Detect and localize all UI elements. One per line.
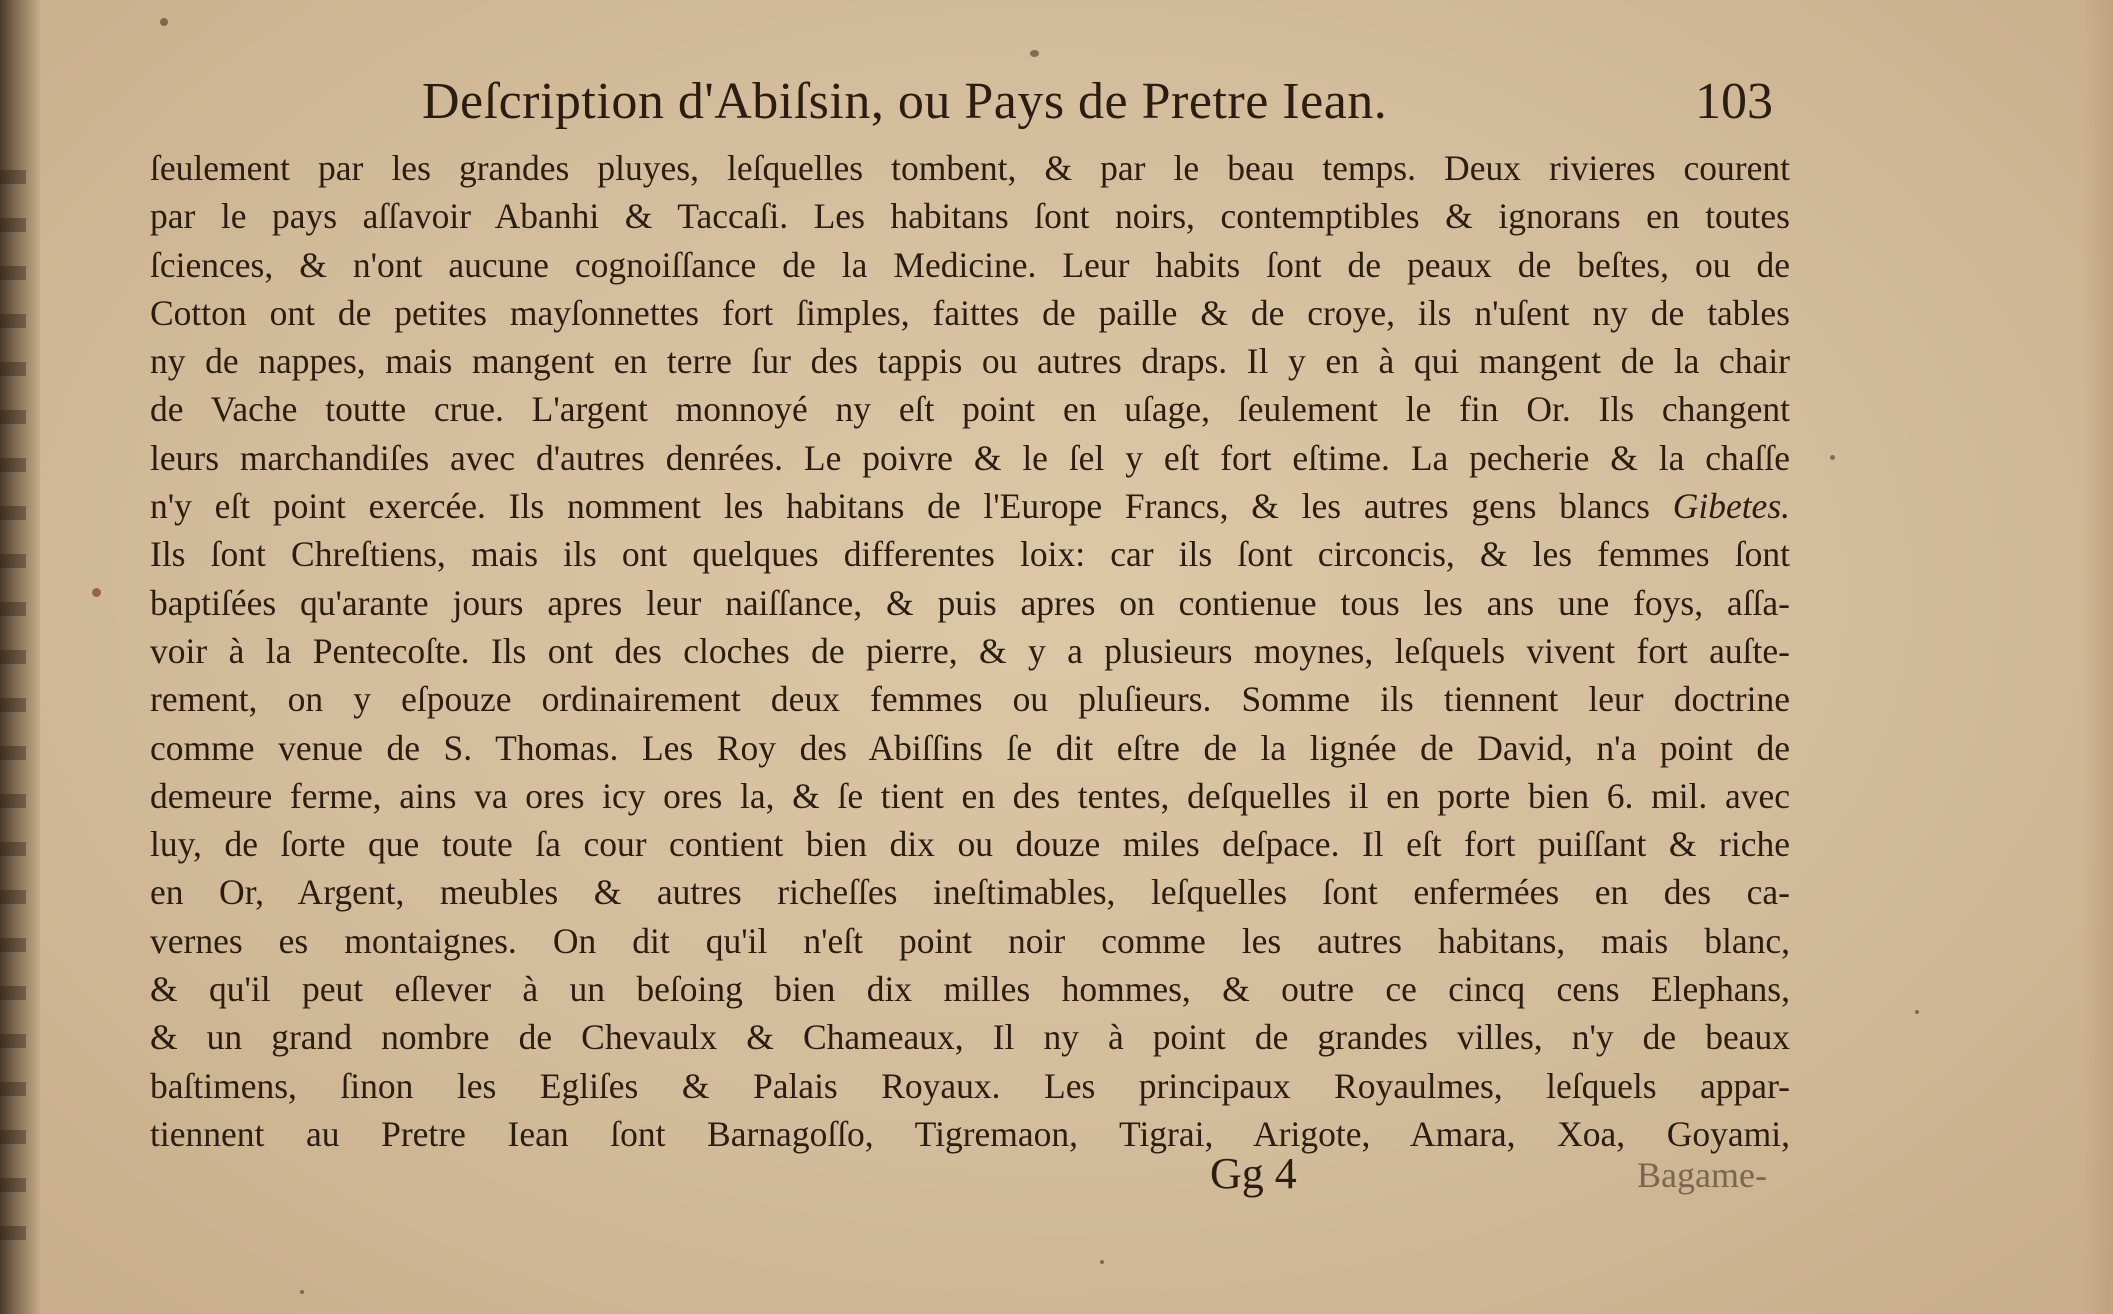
signature-mark: Gg 4 xyxy=(1210,1149,1297,1198)
text-line: voir à la Pentecoſte. Ils ont des cloches de pierre, & y a plusieurs moynes, leſquels vivent fort auſte- xyxy=(150,630,1790,671)
text-line: tiennent au Pretre Iean ſont Barnagoſſo, Tigremaon, Tigrai, Arigote, Amara, Xoa, Goyami, xyxy=(150,1113,1790,1154)
paper-speck xyxy=(1100,1260,1104,1264)
text-line: Cotton ont de petites mayſonnettes fort ſimples, faittes de paille & de croye, ils n'uſent ny de tables xyxy=(150,292,1790,333)
text-line: luy, de ſorte que toute ſa cour contient bien dix ou douze miles deſpace. Il eſt fort puiſſant & riche xyxy=(150,824,1790,865)
page-footer xyxy=(150,1148,1800,1208)
text-line: rement, on y eſpouze ordinairement deux femmes ou pluſieurs. Somme ils tiennent leur doctrine xyxy=(150,679,1790,720)
italic-word: Gibetes. xyxy=(1672,486,1790,527)
text-line: & qu'il peut eſlever à un beſoing bien dix milles hommes, & outre ce cincq cens Elephans, xyxy=(150,969,1790,1010)
text-line: vernes es montaignes. On dit qu'il n'eſt point noir comme les autres habitans, mais blanc, xyxy=(150,920,1790,961)
text-line: Ils ſont Chreſtiens, mais ils ont quelques differentes loix: car ils ſont circoncis, & les femmes ſont xyxy=(150,534,1790,575)
text-line xyxy=(150,482,1790,530)
catchword: Bagame- xyxy=(1637,1155,1767,1195)
running-title: Deſcription d'Abiſsin, ou Pays de Pretre Iean. xyxy=(422,73,1388,130)
text-line: baptiſées qu'arante jours apres leur naiſſance, & puis apres on contienue tous les ans une foys, aſſa- xyxy=(150,582,1790,623)
text-line: en Or, Argent, meubles & autres richeſſes ineſtimables, leſquelles ſont enfermées en des ca- xyxy=(150,872,1790,913)
paper-speck xyxy=(92,588,101,597)
text-line: ny de nappes, mais mangent en terre ſur des tappis ou autres draps. Il y en à qui mangent de la chair xyxy=(150,341,1790,382)
text-line: ſeulement par les grandes pluyes, leſquelles tombent, & par le beau temps. Deux rivieres courent xyxy=(150,148,1790,188)
text-line: ſciences, & n'ont aucune cognoiſſance de la Medicine. Leur habits ſont de peaux de beſtes, ou de xyxy=(150,244,1790,285)
paper-speck xyxy=(160,18,168,26)
paper-speck xyxy=(1030,50,1039,57)
paper-speck xyxy=(300,1290,304,1294)
text-line: par le pays aſſavoir Abanhi & Taccaſi. Les habitans ſont noirs, contemptibles & ignorans en toutes xyxy=(150,196,1790,237)
text-line: comme venue de S. Thomas. Les Roy des Abiſſins ſe dit eſtre de la lignée de David, n'a point de xyxy=(150,727,1790,768)
text-line: de Vache toutte crue. L'argent monnoyé ny eſt point en uſage, ſeulement le fin Or. Ils changent xyxy=(150,389,1790,430)
text-line: leurs marchandiſes avec d'autres denrées. Le poivre & le ſel y eſt fort eſtime. La pecherie & la chaſſe xyxy=(150,437,1790,478)
text-line: baſtimens, ſinon les Egliſes & Palais Royaux. Les principaux Royaulmes, leſquels appar- xyxy=(150,1065,1790,1106)
page-edge-right xyxy=(2083,0,2113,1314)
page-number: 103 xyxy=(1695,73,1773,130)
text-line: & un grand nombre de Chevaulx & Chameaux, Il ny à point de grandes villes, n'y de beaux xyxy=(150,1017,1790,1058)
paper-speck xyxy=(1830,455,1835,460)
text-line-main: n'y eſt point exercée. Ils nomment les habitans de l'Europe Francs, & les autres gens blancs xyxy=(150,486,1650,527)
body-text xyxy=(150,144,1790,1158)
text-line: demeure ferme, ains va ores icy ores la, & ſe tient en des tentes, deſquelles il en porte bien 6. mil. avec xyxy=(150,775,1790,816)
page-header xyxy=(150,72,1800,142)
paper-speck xyxy=(1915,1010,1919,1014)
facing-page-edge xyxy=(0,170,26,1270)
